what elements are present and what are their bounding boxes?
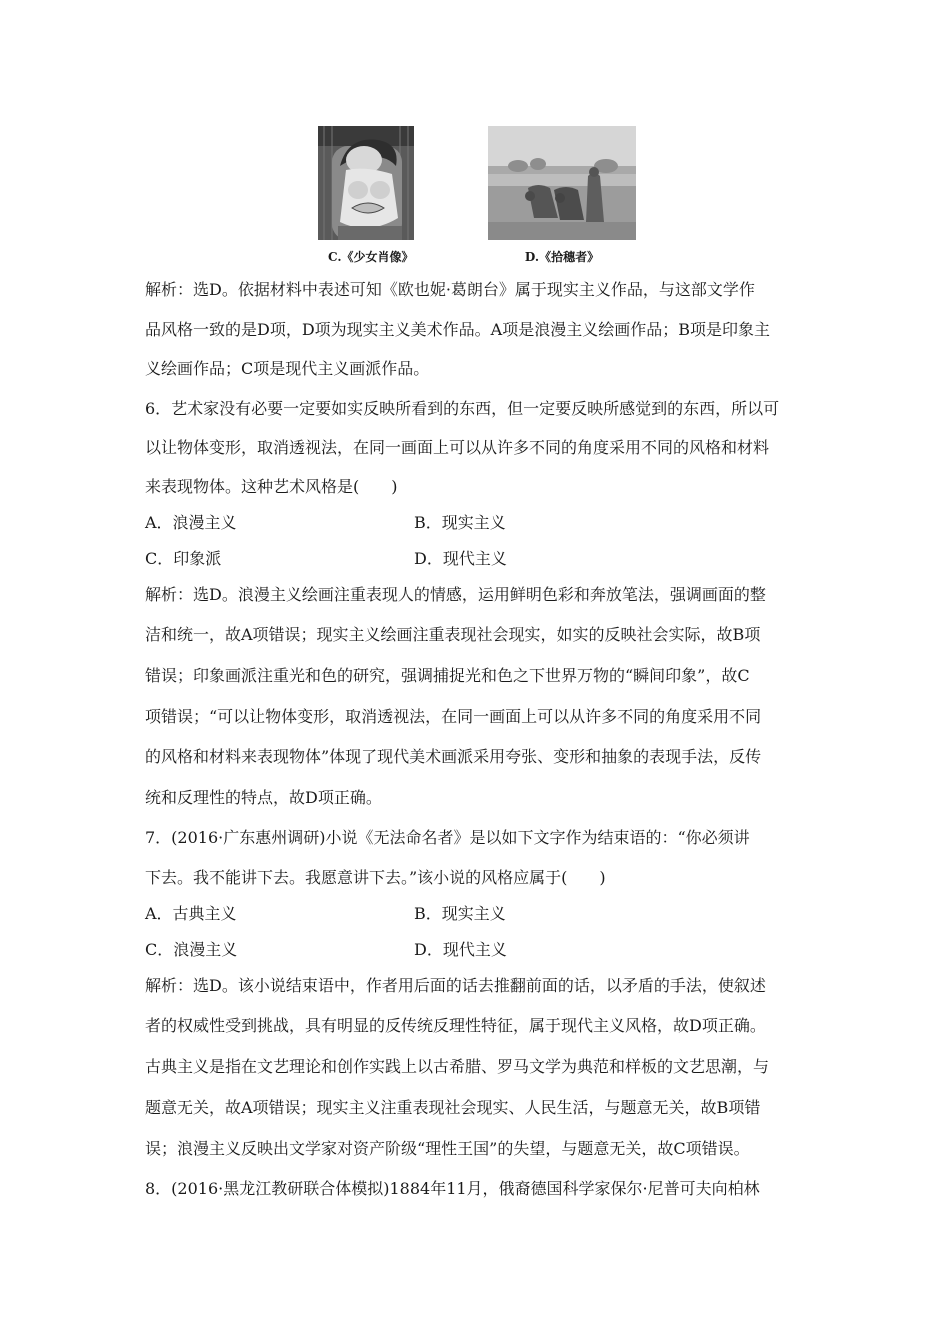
q5-analysis-line-1: 解析：选D。依据材料中表述可知《欧也妮·葛朗台》属于现实主义作品，与这部文学作	[145, 280, 755, 299]
q7-analysis-line-2: 者的权威性受到挑战，具有明显的反传统反理性特征，属于现代主义风格，故D项正确。	[145, 1016, 766, 1035]
q6-analysis-line-2: 洁和统一，故A项错误；现实主义绘画注重表现社会现实，如实的反映社会实际，故B项	[145, 625, 761, 644]
q7-analysis-line-4: 题意无关，故A项错误；现实主义注重表现社会现实、人民生活，与题意无关，故B项错	[145, 1098, 761, 1117]
q6-option-c: C．印象派	[145, 549, 222, 568]
caption-figure-d: D.《拾穗者》	[524, 250, 600, 264]
q7-stem-line-2: 下去。我不能讲下去。我愿意讲下去。”该小说的风格应属于( )	[145, 868, 606, 887]
q6-analysis-line-1: 解析：选D。浪漫主义绘画注重表现人的情感，运用鲜明色彩和奔放笔法，强调画面的整	[145, 585, 766, 604]
q7-option-d: D．现代主义	[414, 940, 507, 959]
q6-analysis-line-3: 错误；印象画派注重光和色的研究，强调捕捉光和色之下世界万物的“瞬间印象”，故C	[145, 666, 750, 685]
q5-analysis-line-3: 义绘画作品；C项是现代主义画派作品。	[145, 359, 430, 378]
q7-analysis-line-5: 误；浪漫主义反映出文学家对资产阶级“理性王国”的失望，与题意无关，故C项错误。	[145, 1139, 750, 1158]
q6-stem-line-3: 来表现物体。这种艺术风格是( )	[145, 477, 398, 496]
q7-option-c: C．浪漫主义	[145, 940, 238, 959]
q7-stem-line-1: 7．(2016·广东惠州调研)小说《无法命名者》是以如下文字作为结束语的：“你必须讲	[145, 828, 750, 847]
q7-analysis-line-3: 古典主义是指在文艺理论和创作实践上以古希腊、罗马文学为典范和样板的文艺思潮，与	[145, 1057, 770, 1076]
q5-analysis-line-2: 品风格一致的是D项，D项为现实主义美术作品。A项是浪漫主义绘画作品；B项是印象主	[145, 320, 770, 339]
q6-analysis-line-6: 统和反理性的特点，故D项正确。	[145, 788, 382, 807]
q7-option-b: B．现实主义	[414, 904, 506, 923]
q6-option-a: A．浪漫主义	[145, 513, 237, 532]
q7-option-a: A．古典主义	[145, 904, 237, 923]
figure-gleaners	[488, 126, 636, 240]
figure-girl-portrait	[318, 126, 414, 240]
q6-stem-line-1: 6．艺术家没有必要一定要如实反映所看到的东西，但一定要反映所感觉到的东西，所以可	[145, 399, 780, 418]
gleaners-image	[488, 126, 636, 240]
q8-stem-line-1: 8．(2016·黑龙江教研联合体模拟)1884年11月，俄裔德国科学家保尔·尼普可夫向柏林	[145, 1179, 760, 1198]
girl-portrait-image	[318, 126, 414, 240]
q6-option-d: D．现代主义	[414, 549, 507, 568]
q7-analysis-line-1: 解析：选D。该小说结束语中，作者用后面的话去推翻前面的话，以矛盾的手法，使叙述	[145, 976, 766, 995]
q6-option-b: B．现实主义	[414, 513, 506, 532]
q6-analysis-line-5: 的风格和材料来表现物体”体现了现代美术画派采用夸张、变形和抽象的表现手法，反传	[145, 747, 762, 766]
q6-analysis-line-4: 项错误；“可以让物体变形，取消透视法，在同一画面上可以从许多不同的角度采用不同	[145, 707, 762, 726]
caption-figure-c: C.《少女肖像》	[328, 250, 414, 264]
q6-stem-line-2: 以让物体变形，取消透视法，在同一画面上可以从许多不同的角度采用不同的风格和材料	[145, 438, 770, 457]
